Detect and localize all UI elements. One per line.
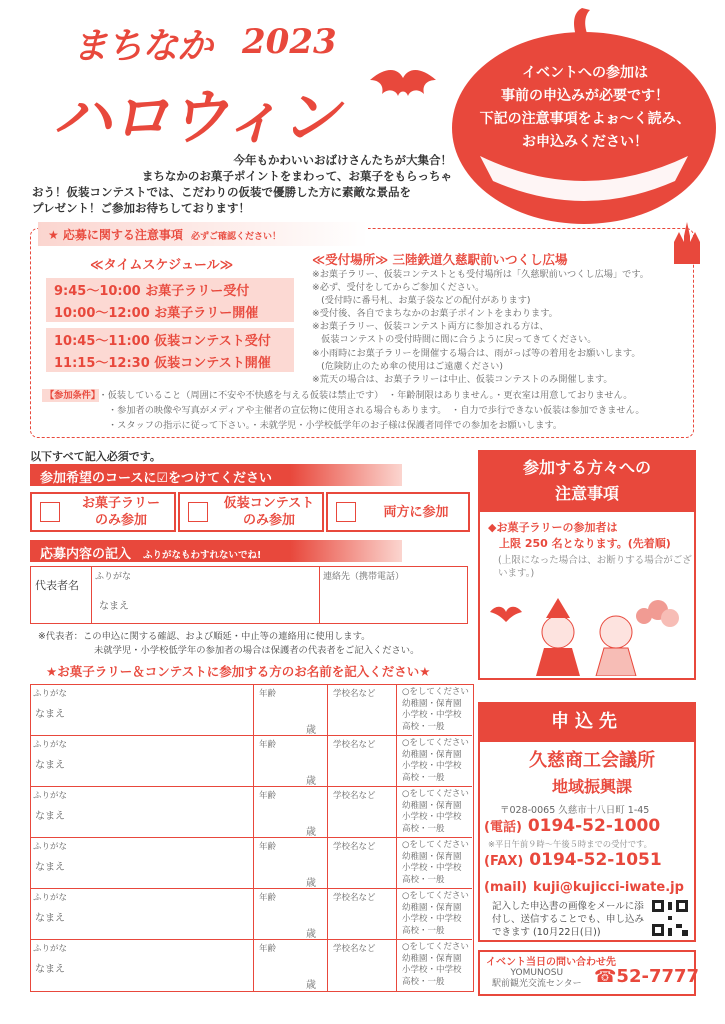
fax-contact[interactable] xyxy=(484,850,662,870)
notice-title-text: ★ 応募に関する注意事項 xyxy=(48,228,183,242)
condition-line: ・仮装していること（周囲に不安や不快感を与える仮装は禁止です） ・年齢制限はありません。・更衣室は用意しておりません。 xyxy=(98,390,633,401)
reception-note: ※小雨時にお菓子ラリーを開催する場合は、雨がっぱ等の着用をお願いします。 xyxy=(312,347,641,359)
reception-heading xyxy=(312,250,568,268)
apply-title: 申込先 xyxy=(478,702,696,742)
course-option-both[interactable] xyxy=(326,492,470,532)
conditions xyxy=(42,388,692,433)
inquiry-title: イベント当日の問い合わせ先 xyxy=(486,957,616,968)
course-option-contest[interactable] xyxy=(178,492,324,532)
contact-label: 連絡先（携帯電話） xyxy=(323,572,405,582)
tel-contact[interactable] xyxy=(484,816,660,836)
age-unit: 歳 xyxy=(306,776,316,787)
representative-box[interactable] xyxy=(30,566,468,624)
reception-label: ≪受付場所≫ xyxy=(312,252,389,267)
age-unit: 歳 xyxy=(306,878,316,889)
table-row[interactable] xyxy=(31,736,472,787)
pumpkin-line: お申込みください！ xyxy=(522,134,648,150)
fax-number[interactable]: 0194-52-1051 xyxy=(529,850,662,870)
checkbox[interactable] xyxy=(336,502,356,522)
attention-title: 参加する方々への 注意事項 xyxy=(478,450,696,512)
rep-note-line: 未就学児・小学校低学年の参加者の場合は保護者の代表者をご記入ください。 xyxy=(94,645,420,656)
age-label: 年齢 xyxy=(259,842,277,852)
bat-icon xyxy=(368,60,438,110)
fax-label: (FAX) xyxy=(484,854,524,869)
furigana-label: ふりがな xyxy=(33,740,68,750)
course-option-rally[interactable] xyxy=(30,492,176,532)
reception-note: ※必ず、受付をしてからご参加ください。 xyxy=(312,282,485,294)
name-label: なまえ xyxy=(99,601,129,612)
condition-line: ・スタッフの指示に従って下さい。・未就学児・小学校低学年のお子様は保護者同伴での参加をお願いします。 xyxy=(108,420,563,431)
school-options: ○をしてください 幼稚園・保育園 小学校・中学校 高校・一般 xyxy=(402,687,469,732)
rep-note-line: ※代表者：この申込に関する確認、および順延・中止等の連絡用に使用します。 xyxy=(38,631,371,642)
furigana-label: ふりがな xyxy=(33,842,68,852)
age-unit: 歳 xyxy=(306,929,316,940)
mail-note: 記入した申込書の画像をメールに添付し、送信することでも、申し込みできます (10月22日(日)) xyxy=(492,901,645,938)
reception-note: ※荒天の場合は、お菓子ラリーは中止、仮装コンテストのみ開催します。 xyxy=(312,373,613,385)
intro-text xyxy=(32,152,452,216)
name-label: なまえ xyxy=(35,760,65,771)
reception-notes xyxy=(312,268,692,386)
course-label: 仮装コンテスト のみ参加 xyxy=(223,496,315,528)
mail-contact[interactable] xyxy=(484,876,684,896)
participant-list-title: ★お菓子ラリー＆コンテストに参加する方のお名前を記入ください★ xyxy=(46,664,431,679)
name-label: なまえ xyxy=(35,862,65,873)
intro-line: 今年もかわいいおばけさんたちが大集合！ xyxy=(233,153,452,167)
name-label: なまえ xyxy=(35,964,65,975)
entry-bar-title: 応募内容の記入 xyxy=(40,547,132,562)
pumpkin-message xyxy=(455,62,715,154)
mail-address[interactable]: kuji@kujicci-iwate.jp xyxy=(533,880,684,895)
age-label: 年齢 xyxy=(259,893,277,903)
checkbox[interactable] xyxy=(40,502,60,522)
age-unit: 歳 xyxy=(306,827,316,838)
school-options: ○をしてください 幼稚園・保育園 小学校・中学校 高校・一般 xyxy=(402,840,469,885)
tel-note: ※平日午前９時～午後５時までの受付です。 xyxy=(488,839,652,849)
name-label: なまえ xyxy=(35,811,65,822)
table-row[interactable] xyxy=(31,838,472,889)
school-label: 学校名など xyxy=(333,740,376,750)
school-label: 学校名など xyxy=(333,842,376,852)
intro-line: まちなかのお菓子ポイントをまわって、お菓子をもらっちゃ xyxy=(141,169,452,183)
notice-title xyxy=(38,222,368,246)
furigana-label: ふりがな xyxy=(33,791,68,801)
name-label: なまえ xyxy=(35,709,65,720)
reception-note: ※受付後、各自でまちなかのお菓子ポイントをまわります。 xyxy=(312,308,558,320)
table-row[interactable] xyxy=(31,787,472,838)
checkbox[interactable] xyxy=(188,502,208,522)
name-label: なまえ xyxy=(35,913,65,924)
qr-code-icon[interactable] xyxy=(650,898,690,938)
castle-icon xyxy=(670,220,704,264)
pumpkin-line: イベントへの参加は xyxy=(522,65,648,81)
attention-sub: (上限になった場合は、お断りする場合がございます。) xyxy=(498,555,692,579)
school-label: 学校名など xyxy=(333,689,376,699)
furigana-label: ふりがな xyxy=(95,572,132,582)
age-label: 年齢 xyxy=(259,740,277,750)
address: 〒028-0065 久慈市十八日町 1-45 xyxy=(500,805,650,816)
attention-body: ◆お菓子ラリーの参加者は 上限 250 名となります。(先着順) xyxy=(488,521,671,550)
age-label: 年齢 xyxy=(259,791,277,801)
reception-note: (危険防止のため傘の使用はご遠慮ください) xyxy=(312,360,503,372)
rep-note xyxy=(38,630,468,658)
entry-bar-note: ふりがなもわすれないでね! xyxy=(143,550,262,561)
schedule-item: 11:15～12:30 仮装コンテスト開催 xyxy=(46,350,294,372)
inquiry-org xyxy=(492,968,582,990)
conditions-label: 【参加条件】 xyxy=(42,389,99,402)
table-row[interactable] xyxy=(31,889,472,940)
tel-number[interactable]: 0194-52-1000 xyxy=(527,816,661,836)
brand-logo-text: まちなか xyxy=(72,26,213,67)
furigana-label: ふりがな xyxy=(33,944,68,954)
condition-line: ・参加者の映像や写真がメディアや主催者の宣伝物に使用される場合もあります。 ・自力で歩行できない仮装は参加できません。 xyxy=(108,405,645,416)
costumed-kids-illustration xyxy=(484,592,690,676)
event-title: ハロウィン xyxy=(52,83,339,153)
course-bar: 参加希望のコースに☑をつけてください xyxy=(30,464,402,486)
intro-line: おう！仮装コンテストでは、こだわりの仮装で優勝した方に素敵な景品を xyxy=(32,185,412,199)
furigana-label: ふりがな xyxy=(33,689,68,699)
inquiry-org-line: 駅前観光交流センター xyxy=(492,979,582,989)
age-unit: 歳 xyxy=(306,725,316,736)
event-year: 2023 xyxy=(242,22,337,62)
schedule-item: 10:00～12:00 お菓子ラリー開催 xyxy=(46,300,294,322)
course-label: 両方に参加 xyxy=(383,504,449,520)
schedule-item: 9:45～10:00 お菓子ラリー受付 xyxy=(46,278,294,300)
required-note: 以下すべて記入必須です。 xyxy=(30,450,161,463)
reception-note: ※お菓子ラリー、仮装コンテストとも受付場所は「久慈駅前いつくし広場」です。 xyxy=(312,269,649,280)
inquiry-org-line: YOMUNOSU xyxy=(510,968,564,978)
inquiry-tel[interactable]: ☎52-7777 xyxy=(594,966,700,987)
age-unit: 歳 xyxy=(306,980,316,991)
school-options: ○をしてください 幼稚園・保育園 小学校・中学校 高校・一般 xyxy=(402,789,469,834)
organization xyxy=(492,748,692,800)
school-options: ○をしてください 幼稚園・保育園 小学校・中学校 高校・一般 xyxy=(402,891,469,936)
reception-note: ※お菓子ラリー、仮装コンテスト両方に参加される方は、 xyxy=(312,321,549,333)
mail-label: (mail) xyxy=(484,880,528,895)
school-options: ○をしてください 幼稚園・保育園 小学校・中学校 高校・一般 xyxy=(402,942,469,987)
rep-label: 代表者名 xyxy=(35,579,79,592)
org-name: 久慈商工会議所 xyxy=(529,750,655,771)
notice-title-note: 必ずご確認ください！ xyxy=(190,232,281,242)
org-dept: 地域振興課 xyxy=(551,777,632,796)
intro-line: プレゼント！ご参加お待ちしております！ xyxy=(32,201,251,215)
table-row[interactable] xyxy=(31,685,472,736)
age-label: 年齢 xyxy=(259,944,277,954)
pumpkin-line: 下記の注意事項をよぉ～く読み、 xyxy=(479,111,691,127)
age-label: 年齢 xyxy=(259,689,277,699)
reception-note: 仮装コンテストの受付時間に間に合うように戻ってきてください。 xyxy=(312,334,597,346)
reception-note: (受付時に番号札、お菓子袋などの配付があります) xyxy=(312,295,531,307)
tel-label: (電話) xyxy=(484,820,522,835)
entry-bar xyxy=(30,540,402,562)
course-label: お菓子ラリー のみ参加 xyxy=(81,496,160,528)
school-label: 学校名など xyxy=(333,893,376,903)
schedule-title: ≪タイムスケジュール≫ xyxy=(90,258,234,273)
school-options: ○をしてください 幼稚園・保育園 小学校・中学校 高校・一般 xyxy=(402,738,469,783)
reception-place: 三陸鉄道久慈駅前いつくし広場 xyxy=(392,252,568,267)
participant-table xyxy=(30,684,474,992)
schedule-item: 10:45～11:00 仮装コンテスト受付 xyxy=(46,328,294,350)
table-row[interactable] xyxy=(31,940,472,991)
school-label: 学校名など xyxy=(333,944,376,954)
school-label: 学校名など xyxy=(333,791,376,801)
pumpkin-line: 事前の申込みが必要です！ xyxy=(501,88,669,104)
furigana-label: ふりがな xyxy=(33,893,68,903)
